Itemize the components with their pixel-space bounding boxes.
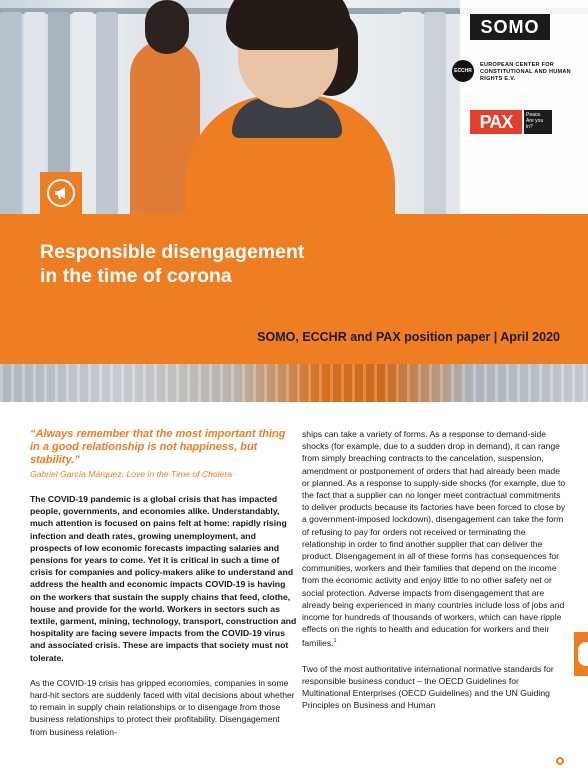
- pax-logo-text: PAX: [479, 111, 513, 132]
- garment: [424, 12, 446, 215]
- document-subtitle: SOMO, ECCHR and PAX position paper | April 2020: [257, 330, 560, 344]
- body-paragraph: As the COVID-19 crisis has gripped economies, companies in some hard-hit sectors are suddenly faced with vital decisions about whether to remain in supply chain relationships or to disengage from those business relationships to protect their profitability. Disengagement from business relation-: [30, 677, 295, 737]
- document-title: [40, 240, 460, 288]
- footnote-marker: 1: [333, 638, 337, 645]
- lead-paragraph: The COVID-19 pandemic is a global crisis that has impacted people, governments, and economies alike. Understandably, much attention is focused on pains felt at home: rapidly rising infection and death rates, growing unemployment, and prospects of low economic forecasts impacting salaries and pensions for years to come. Yet it is critical in such a time of crisis for companies and policy-makers alike to understand and address the health and economic impacts COVID-19 is having on the workers that sustain the supply chains that feed, clothe, house and provide for the world. Workers in sectors such as textile, garment, mining, technology, transport, construction and hospitality are facing severe impacts from the COVID-19 virus and associated crisis. These are impacts that society must not tolerate.: [30, 494, 297, 663]
- left-column: [30, 428, 298, 738]
- megaphone-badge: [40, 172, 82, 214]
- garment: [96, 12, 118, 215]
- photo-strip: [0, 364, 588, 402]
- side-tab-notch: [578, 642, 588, 666]
- somo-logo: [470, 14, 550, 40]
- title-line-2: in the time of corona: [40, 265, 232, 287]
- pax-tagline: Peace. Are you in?: [524, 110, 552, 134]
- photo-strip-texture: [0, 364, 588, 402]
- quote-source: Gabriel García Márquez, Love in the Time of Cholera: [30, 469, 232, 479]
- body-paragraph: [302, 428, 568, 650]
- megaphone-icon: [47, 179, 75, 207]
- pax-logo: [470, 110, 522, 134]
- page-dot-icon: [556, 757, 564, 765]
- opening-quote: “Always remember that the most important thing in a good relationship is not happiness, but stability.”: [30, 428, 286, 466]
- body-paragraph-text: ships can take a variety of forms. As a response to demand-side shocks (for example, due to a sudden drop in demand), it can range from simply breaching contracts to the cancelation, suspension, amendment or postponement of orders that had already been made or planned. As a response to supply-side shocks (for example, due to the fact that a supplier can no longer meet contractual commitments to deliver products because its factories have been forced to close by a government-imposed lockdown), disengagement can take the form of refusing to pay for orders not received or terminating the relationship in order to find another supplier that can deliver the product. Disengagement in all of these forms has consequences for communities, workers and their families that depend on the income from the economic activity and enjoy little to no other safety net or social protection. Adverse impacts from disengagement that are already being experienced in many countries include loss of jobs and income for hundreds of thousands of workers, which can have ripple effects on the rights to health and education for workers and their families.: [302, 429, 566, 649]
- ecchr-logo-text: EUROPEAN CENTER FOR CONSTITUTIONAL AND HUMAN RIGHTS E.V.: [480, 62, 571, 82]
- garment: [400, 12, 422, 215]
- garment: [0, 12, 22, 215]
- worker-hair: [226, 0, 351, 50]
- ecchr-logo-icon: [452, 60, 474, 82]
- right-column: [302, 428, 568, 711]
- somo-logo-text: SOMO: [480, 16, 540, 37]
- title-line-1: Responsible disengagement: [40, 241, 305, 263]
- body-paragraph: Two of the most authoritative international normative standards for responsible business conduct – the OECD Guidelines for Multinational Enterprises (OECD Guidelines) and the UN Guiding Principles on Business and Human: [302, 663, 554, 711]
- background-worker-head: [145, 0, 189, 54]
- ecchr-logo-mark: ECCHR: [454, 68, 472, 74]
